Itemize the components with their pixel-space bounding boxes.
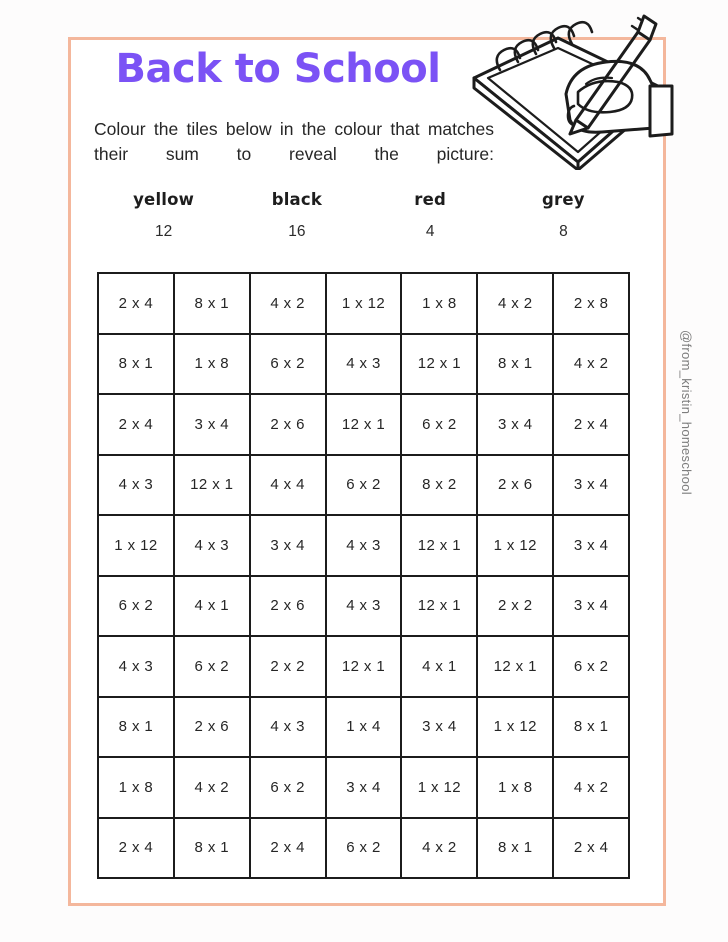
grid-cell[interactable]: 2 x 4 bbox=[251, 819, 327, 880]
legend-colour-name: yellow bbox=[133, 190, 195, 209]
grid-cell[interactable]: 1 x 8 bbox=[99, 758, 175, 819]
grid-cell[interactable]: 4 x 3 bbox=[99, 456, 175, 517]
grid-cell[interactable]: 3 x 4 bbox=[402, 698, 478, 759]
grid-cell[interactable]: 6 x 2 bbox=[251, 335, 327, 396]
grid-cell[interactable]: 3 x 4 bbox=[554, 456, 630, 517]
grid-cell[interactable]: 3 x 4 bbox=[251, 516, 327, 577]
grid-row bbox=[99, 516, 630, 577]
grid-cell[interactable]: 6 x 2 bbox=[402, 395, 478, 456]
grid-cell[interactable]: 3 x 4 bbox=[175, 395, 251, 456]
grid-cell[interactable]: 2 x 4 bbox=[99, 819, 175, 880]
instructions-text: Colour the tiles below in the colour that matches their sum to reveal the picture: bbox=[94, 119, 494, 164]
grid-cell[interactable]: 8 x 1 bbox=[478, 335, 554, 396]
grid-cell[interactable]: 4 x 2 bbox=[478, 274, 554, 335]
grid-cell[interactable]: 4 x 2 bbox=[554, 335, 630, 396]
colour-legend bbox=[97, 190, 630, 241]
grid-cell[interactable]: 4 x 4 bbox=[251, 456, 327, 517]
grid-cell[interactable]: 12 x 1 bbox=[478, 637, 554, 698]
legend-colour-name: black bbox=[271, 190, 323, 209]
grid-cell[interactable]: 1 x 4 bbox=[327, 698, 403, 759]
legend-item-grey bbox=[497, 190, 630, 241]
grid-cell[interactable]: 1 x 12 bbox=[402, 758, 478, 819]
grid-cell[interactable]: 12 x 1 bbox=[327, 395, 403, 456]
legend-item-red bbox=[364, 190, 497, 241]
grid-cell[interactable]: 4 x 2 bbox=[402, 819, 478, 880]
grid-row bbox=[99, 758, 630, 819]
hand-writing-notebook-icon bbox=[466, 10, 676, 170]
page-title: Back to School bbox=[115, 46, 441, 92]
grid-cell[interactable]: 1 x 12 bbox=[478, 698, 554, 759]
legend-colour-value: 12 bbox=[155, 223, 173, 240]
grid-cell[interactable]: 6 x 2 bbox=[251, 758, 327, 819]
grid-cell[interactable]: 8 x 2 bbox=[402, 456, 478, 517]
grid-cell[interactable]: 6 x 2 bbox=[175, 637, 251, 698]
legend-colour-name: red bbox=[414, 190, 446, 209]
grid-cell[interactable]: 2 x 6 bbox=[175, 698, 251, 759]
grid-cell[interactable]: 4 x 2 bbox=[175, 758, 251, 819]
grid-row bbox=[99, 456, 630, 517]
grid-cell[interactable]: 4 x 1 bbox=[402, 637, 478, 698]
grid-cell[interactable]: 2 x 6 bbox=[478, 456, 554, 517]
grid-cell[interactable]: 6 x 2 bbox=[99, 577, 175, 638]
grid-row bbox=[99, 577, 630, 638]
grid-cell[interactable]: 2 x 4 bbox=[554, 819, 630, 880]
grid-cell[interactable]: 8 x 1 bbox=[554, 698, 630, 759]
grid-cell[interactable]: 4 x 3 bbox=[251, 698, 327, 759]
grid-cell[interactable]: 1 x 8 bbox=[175, 335, 251, 396]
grid-cell[interactable]: 4 x 2 bbox=[554, 758, 630, 819]
grid-cell[interactable]: 12 x 1 bbox=[402, 577, 478, 638]
grid-cell[interactable]: 6 x 2 bbox=[327, 819, 403, 880]
grid-row bbox=[99, 637, 630, 698]
legend-colour-value: 4 bbox=[425, 223, 435, 240]
grid-cell[interactable]: 3 x 4 bbox=[554, 577, 630, 638]
grid-cell[interactable]: 2 x 6 bbox=[251, 395, 327, 456]
grid-cell[interactable]: 4 x 2 bbox=[251, 274, 327, 335]
grid-cell[interactable]: 6 x 2 bbox=[327, 456, 403, 517]
grid-cell[interactable]: 12 x 1 bbox=[175, 456, 251, 517]
grid-cell[interactable]: 2 x 4 bbox=[99, 395, 175, 456]
grid-row bbox=[99, 698, 630, 759]
grid-cell[interactable]: 2 x 8 bbox=[554, 274, 630, 335]
grid-cell[interactable]: 2 x 4 bbox=[554, 395, 630, 456]
grid-cell[interactable]: 8 x 1 bbox=[99, 335, 175, 396]
grid-cell[interactable]: 8 x 1 bbox=[175, 819, 251, 880]
grid-cell[interactable]: 8 x 1 bbox=[175, 274, 251, 335]
legend-item-yellow bbox=[97, 190, 230, 241]
grid-cell[interactable]: 8 x 1 bbox=[99, 698, 175, 759]
grid-row bbox=[99, 274, 630, 335]
grid-cell[interactable]: 1 x 12 bbox=[478, 516, 554, 577]
grid-cell[interactable]: 2 x 2 bbox=[251, 637, 327, 698]
legend-colour-value: 8 bbox=[559, 223, 568, 240]
grid-cell[interactable]: 2 x 6 bbox=[251, 577, 327, 638]
grid-cell[interactable]: 1 x 8 bbox=[478, 758, 554, 819]
grid-cell[interactable]: 4 x 1 bbox=[175, 577, 251, 638]
grid-row bbox=[99, 335, 630, 396]
watermark: @from_kristin_homeschool bbox=[679, 330, 694, 495]
grid-cell[interactable]: 1 x 12 bbox=[99, 516, 175, 577]
legend-colour-value: 16 bbox=[288, 223, 306, 240]
grid-cell[interactable]: 3 x 4 bbox=[478, 395, 554, 456]
grid-cell[interactable]: 4 x 3 bbox=[327, 516, 403, 577]
grid-cell[interactable]: 3 x 4 bbox=[554, 516, 630, 577]
grid-cell[interactable]: 4 x 3 bbox=[99, 637, 175, 698]
grid-cell[interactable]: 2 x 4 bbox=[99, 274, 175, 335]
grid-cell[interactable]: 6 x 2 bbox=[554, 637, 630, 698]
grid-cell[interactable]: 4 x 3 bbox=[327, 335, 403, 396]
grid-cell[interactable]: 12 x 1 bbox=[402, 516, 478, 577]
grid-cell[interactable]: 12 x 1 bbox=[402, 335, 478, 396]
grid-cell[interactable]: 12 x 1 bbox=[327, 637, 403, 698]
grid-cell[interactable]: 2 x 2 bbox=[478, 577, 554, 638]
legend-item-black bbox=[230, 190, 363, 241]
grid-cell[interactable]: 1 x 12 bbox=[327, 274, 403, 335]
grid-cell[interactable]: 3 x 4 bbox=[327, 758, 403, 819]
grid-cell[interactable]: 8 x 1 bbox=[478, 819, 554, 880]
grid-row bbox=[99, 819, 630, 880]
legend-colour-name: grey bbox=[542, 190, 585, 209]
grid-cell[interactable]: 4 x 3 bbox=[327, 577, 403, 638]
grid-cell[interactable]: 1 x 8 bbox=[402, 274, 478, 335]
grid-row bbox=[99, 395, 630, 456]
colour-by-number-grid bbox=[97, 272, 630, 879]
grid-cell[interactable]: 4 x 3 bbox=[175, 516, 251, 577]
